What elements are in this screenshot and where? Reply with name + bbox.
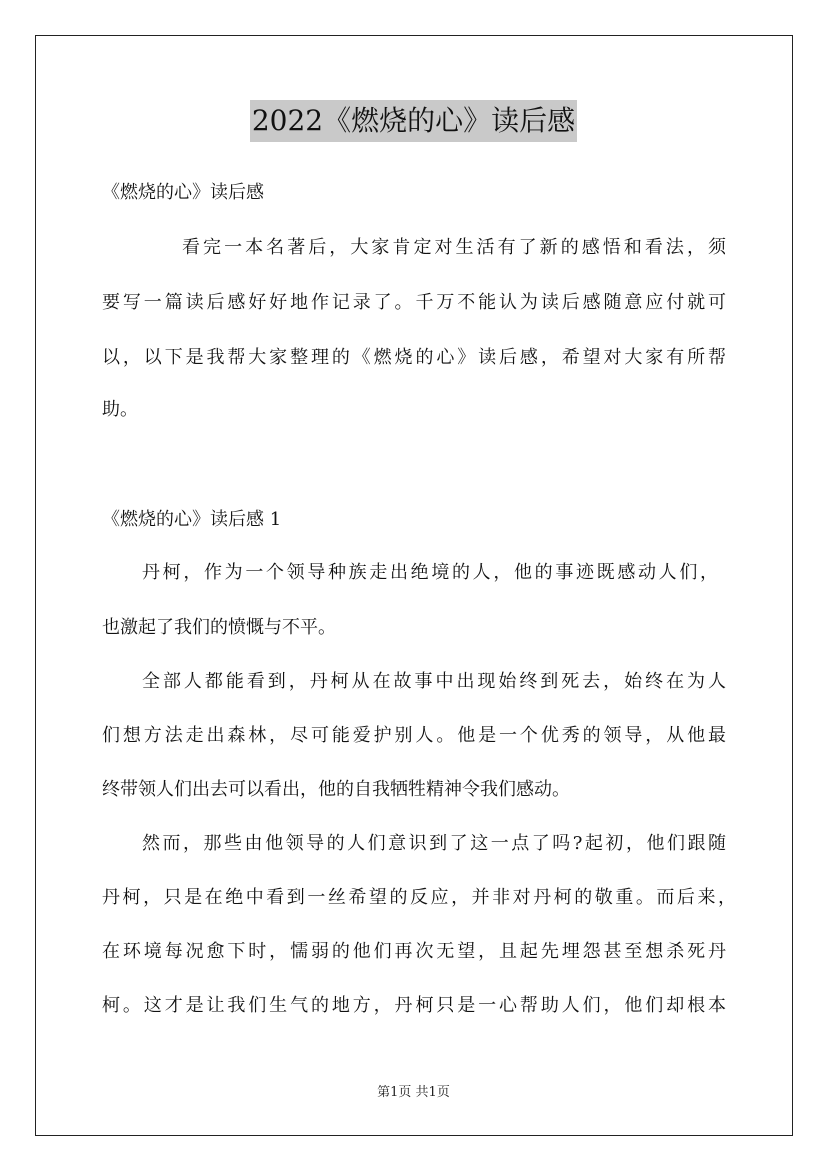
body-line-2: 也激起了我们的愤慨与不平。 xyxy=(102,617,336,638)
document-title: 2022《燃烧的心》读后感 xyxy=(250,100,577,142)
body-line-6: 然而，那些由他领导的人们意识到了这一点了吗?起初，他们跟随 xyxy=(142,833,726,854)
body-line-7: 丹柯，只是在绝中看到一丝希望的反应，并非对丹柯的敬重。而后来， xyxy=(102,887,736,908)
title-container xyxy=(0,100,827,142)
section-heading: 《燃烧的心》读后感 1 xyxy=(102,509,282,530)
intro-line-1: 看完一本名著后，大家肯定对生活有了新的感悟和看法，须 xyxy=(182,237,726,258)
page-footer: 第1页 共1页 xyxy=(377,1085,450,1100)
intro-line-2: 要写一篇读后感好好地作记录了。千万不能认为读后感随意应付就可 xyxy=(102,292,726,313)
subtitle: 《燃烧的心》读后感 xyxy=(102,182,264,203)
intro-line-3: 以，以下是我帮大家整理的《燃烧的心》读后感，希望对大家有所帮 xyxy=(102,347,726,368)
body-line-1: 丹柯，作为一个领导种族走出绝境的人，他的事迹既感动人们， xyxy=(142,562,718,583)
body-line-9: 柯。这才是让我们生气的地方，丹柯只是一心帮助人们，他们却根本 xyxy=(102,995,726,1016)
intro-line-4: 助。 xyxy=(102,399,138,420)
body-line-5: 终带领人们出去可以看出，他的自我牺牲精神令我们感动。 xyxy=(102,779,570,800)
body-line-3: 全部人都能看到，丹柯从在故事中出现始终到死去，始终在为人 xyxy=(142,671,726,692)
body-line-4: 们想方法走出森林，尽可能爱护别人。他是一个优秀的领导，从他最 xyxy=(102,725,726,746)
body-line-8: 在环境每况愈下时，懦弱的他们再次无望，且起先埋怨甚至想杀死丹 xyxy=(102,941,726,962)
